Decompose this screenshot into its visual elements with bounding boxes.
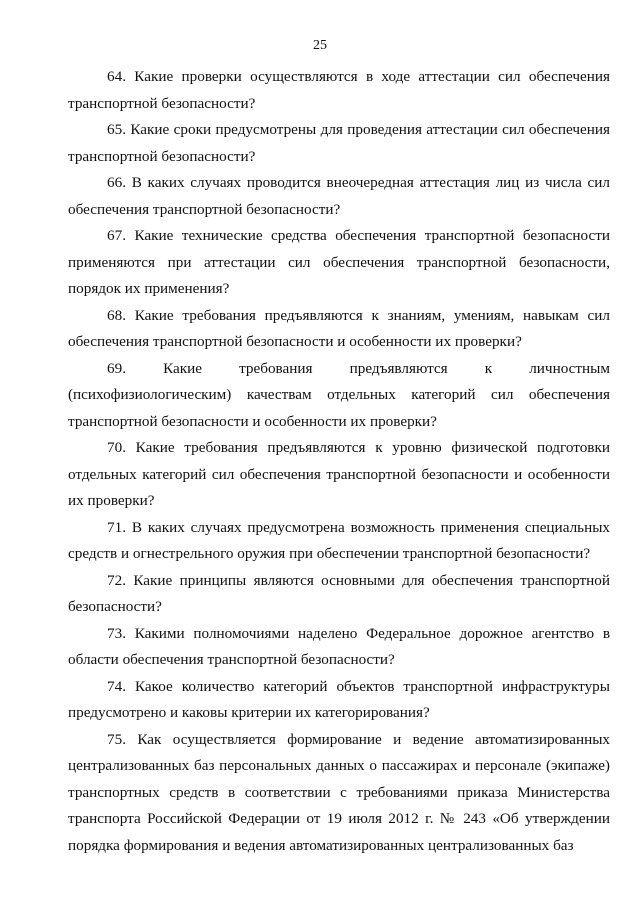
question-70: 70. Какие требования предъявляются к уровню физической подготовки отдельных категорий сил обеспечения транспортной безопасности и особенности их проверки?	[68, 439, 610, 509]
page-number: 25	[313, 38, 327, 53]
question-71: 71. В каких случаях предусмотрена возможность применения специальных средств и огнестрельного оружия при обеспечении транспортной безопасности?	[68, 518, 610, 562]
question-64: 64. Какие проверки осуществляются в ходе аттестации сил обеспечения транспортной безопасности?	[68, 68, 610, 112]
question-65: 65. Какие сроки предусмотрены для проведения аттестации сил обеспечения транспортной безопасности?	[68, 121, 610, 165]
question-list	[68, 64, 610, 859]
question-72: 72. Какие принципы являются основными для обеспечения транспортной безопасности?	[68, 571, 610, 615]
question-68: 68. Какие требования предъявляются к знаниям, умениям, навыкам сил обеспечения транспортной безопасности и особенности их проверки?	[68, 306, 610, 350]
question-67: 67. Какие технические средства обеспечения транспортной безопасности применяются при аттестации сил обеспечения транспортной безопасности, порядок их применения?	[68, 227, 610, 297]
question-73: 73. Какими полномочиями наделено Федеральное дорожное агентство в области обеспечения транспортной безопасности?	[68, 624, 610, 668]
question-69: 69. Какие требования предъявляются к личностным (психофизиологическим) качествам отдельных категорий сил обеспечения транспортной безопасности и особенности их проверки?	[68, 359, 610, 430]
question-66: 66. В каких случаях проводится внеочередная аттестация лиц из числа сил обеспечения транспортной безопасности?	[68, 174, 610, 218]
question-74: 74. Какое количество категорий объектов транспортной инфраструктуры предусмотрено и каковы критерии их категорирования?	[68, 677, 610, 721]
question-75: 75. Как осуществляется формирование и ведение автоматизированных централизованных баз персональных данных о пассажирах и персонале (экипаже) транспортных средств в соответствии с требованиями приказа Министерства транспорта Российской Федерации от 19 июля 2012 г. № 243 «Об утверждении порядка формирования и ведения автоматизированных централизованных баз	[68, 730, 610, 854]
